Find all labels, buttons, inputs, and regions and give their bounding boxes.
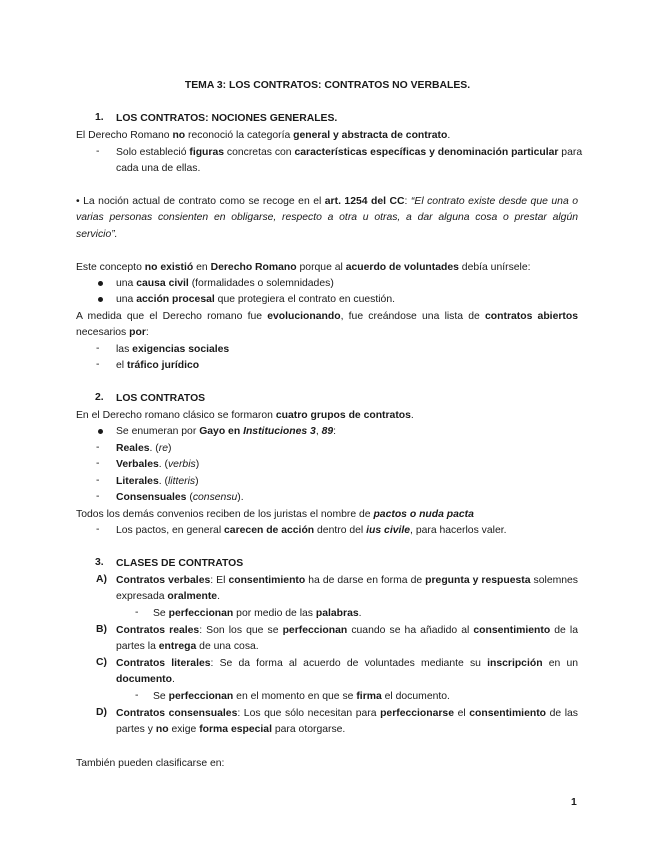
item-c-letter: C) (96, 657, 107, 668)
dash-bullet: - (96, 475, 100, 486)
section-1-number: 1. (95, 112, 104, 123)
dash-bullet: - (96, 359, 100, 370)
sec2-dash-consensuales: Consensuales (consensu). (116, 492, 244, 503)
section-3-number: 3. (95, 557, 104, 568)
sec1-paragraph-4-line-2: necesarios por: (76, 327, 149, 338)
sec1-dash-item-1-cont: cada una de ellas. (116, 163, 201, 174)
sec1-dash-item-3: el tráfico jurídico (116, 360, 200, 371)
dash-bullet: - (96, 343, 100, 354)
sec2-dash-pactos: Los pactos, en general carecen de acción dentro del ius civile, para hacerlos valer. (116, 525, 507, 536)
dash-bullet: - (96, 491, 100, 502)
item-b-line-1: Contratos reales: Son los que se perfeccionan cuando se ha añadido al consentimiento de la (116, 625, 579, 636)
dash-bullet: - (135, 690, 139, 701)
item-a-line-1: Contratos verbales: El consentimiento ha de darse en forma de pregunta y respuesta solemnes (116, 575, 579, 586)
sec1-dash-item-1: Solo estableció figuras concretas con características específicas y denominación particular para (116, 147, 583, 158)
sec1-paragraph-1: El Derecho Romano no reconoció la categoría general y abstracta de contrato. (76, 130, 451, 141)
sec1-bullet-1: una causa civil (formalidades o solemnidades) (116, 278, 334, 289)
item-b-line-2: partes la entrega de una cosa. (116, 641, 259, 652)
dash-bullet: - (96, 442, 100, 453)
sec1-paragraph-4-line-1: A medida que el Derecho romano fue evolucionando, fue creándose una lista de contratos abiertos (76, 311, 578, 322)
sec1-paragraph-2-line-1: • La noción actual de contrato como se recoge en el art. 1254 del CC: “El contrato existe desde que una o (76, 196, 578, 207)
section-1-heading: LOS CONTRATOS: NOCIONES GENERALES. (116, 113, 338, 124)
item-a-line-2: expresada oralmente. (116, 591, 220, 602)
bullet-dot (98, 281, 103, 286)
sec1-paragraph-3: Este concepto no existió en Derecho Romano porque al acuerdo de voluntades debía unírsele: (76, 262, 531, 273)
sec2-paragraph-1: En el Derecho romano clásico se formaron cuatro grupos de contratos. (76, 410, 414, 421)
sec2-dash-literales: Literales. (litteris) (116, 476, 199, 487)
sec1-paragraph-2-line-3: servicio”. (76, 229, 118, 240)
sec2-paragraph-2: Todos los demás convenios reciben de los juristas el nombre de pactos o nuda pacta (76, 509, 474, 520)
dash-bullet: - (96, 458, 100, 469)
item-b-letter: B) (96, 624, 107, 635)
sec2-dash-verbales: Verbales. (verbis) (116, 459, 200, 470)
item-a-sub: Se perfeccionan por medio de las palabras. (153, 608, 362, 619)
item-d-line-1: Contratos consensuales: Los que sólo necesitan para perfeccionarse el consentimiento de las (116, 708, 578, 719)
bullet-dot (98, 297, 103, 302)
page-title: TEMA 3: LOS CONTRATOS: CONTRATOS NO VERBALES. (184, 80, 471, 91)
section-2-number: 2. (95, 392, 104, 403)
item-d-letter: D) (96, 707, 107, 718)
item-a-letter: A) (96, 574, 107, 585)
item-c-line-1: Contratos literales: Se da forma al acuerdo de voluntades mediante su inscripción en un (116, 658, 579, 669)
closing-line: También pueden clasificarse en: (76, 758, 225, 769)
item-c-line-2: documento. (116, 674, 175, 685)
section-2-heading: LOS CONTRATOS (116, 393, 206, 404)
page-number: 1 (571, 797, 577, 808)
dash-bullet: - (96, 524, 100, 535)
bullet-dot (98, 429, 103, 434)
item-d-line-2: partes y no exige forma especial para otorgarse. (116, 724, 346, 735)
item-c-sub: Se perfeccionan en el momento en que se firma el documento. (153, 691, 450, 702)
section-3-heading: CLASES DE CONTRATOS (116, 558, 244, 569)
sec2-bullet-1: Se enumeran por Gayo en Instituciones 3, 89: (116, 426, 337, 437)
sec1-dash-item-2: las exigencias sociales (116, 344, 230, 355)
sec1-bullet-2: una acción procesal que protegiera el contrato en cuestión. (116, 294, 396, 305)
sec1-paragraph-2-line-2: varias personas consienten en obligarse, respecto a otra u otras, a dar alguna cosa o prestar algún (76, 212, 578, 223)
dash-bullet: - (96, 146, 100, 157)
sec2-dash-reales: Reales. (re) (116, 443, 172, 454)
dash-bullet: - (135, 607, 139, 618)
